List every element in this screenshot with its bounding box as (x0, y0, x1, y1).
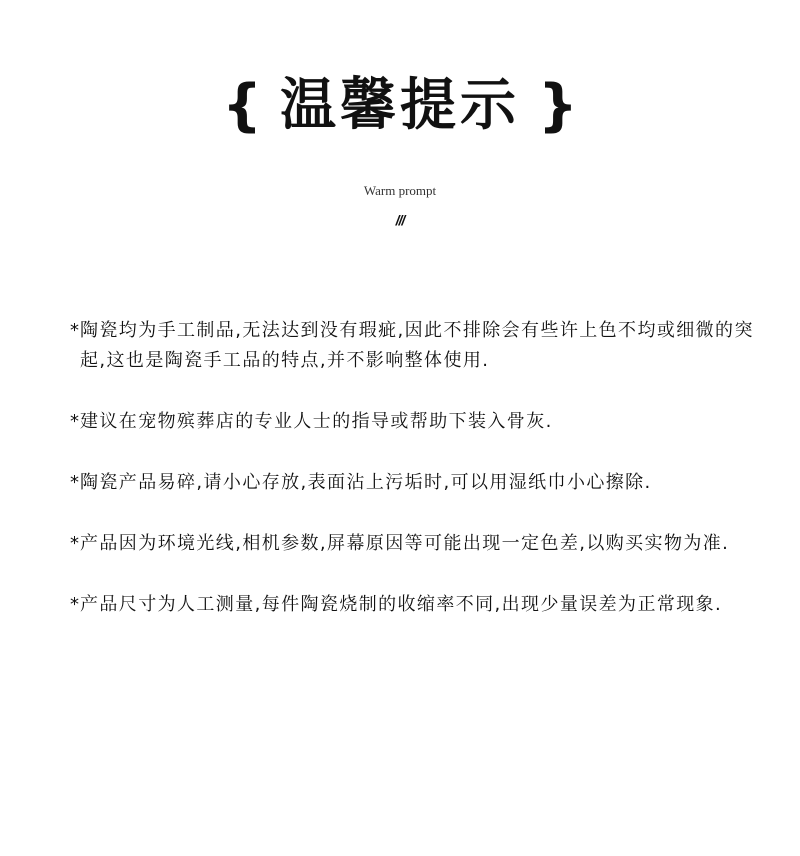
note-text: 建议在宠物殡葬店的专业人士的指导或帮助下装入骨灰. (80, 411, 553, 432)
page-title (0, 73, 800, 138)
subtitle: Warm prompt (363, 183, 437, 198)
note-text: 产品因为环境光线,相机参数,屏幕原因等可能出现一定色差,以购买实物为准. (80, 533, 730, 554)
left-brace: { (222, 73, 262, 138)
note-text: 陶瓷产品易碎,请小心存放,表面沾上污垢时,可以用湿纸巾小心擦除. (80, 472, 652, 493)
notes-list (70, 298, 760, 651)
asterisk-marker: * (70, 411, 81, 432)
note-item (70, 468, 760, 498)
note-text: 陶瓷均为手工制品,无法达到没有瑕疵,因此不排除会有些许上色不均或细微的突起,这也是陶瓷手工品的特点,并不影响整体使用. (80, 320, 754, 371)
asterisk-marker: * (70, 533, 81, 554)
right-brace: } (538, 73, 578, 138)
asterisk-marker: * (70, 472, 81, 493)
note-text: 产品尺寸为人工测量,每件陶瓷烧制的收缩率不同,出现少量误差为正常现象. (80, 594, 723, 615)
asterisk-marker: * (70, 320, 81, 341)
slash-decoration: /// (395, 212, 405, 228)
note-item (70, 407, 760, 437)
note-item (70, 590, 760, 620)
title-text: 温馨提示 (280, 73, 520, 138)
note-item (70, 529, 760, 559)
note-item (70, 316, 760, 376)
asterisk-marker: * (70, 594, 81, 615)
